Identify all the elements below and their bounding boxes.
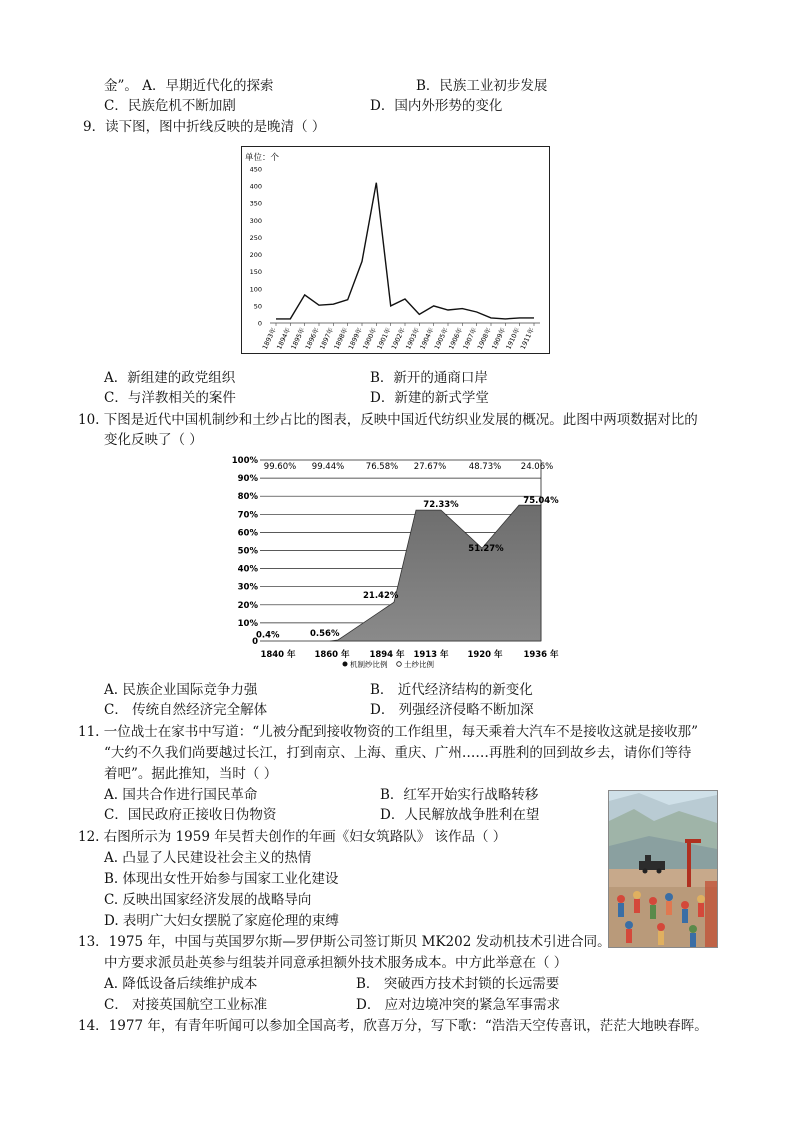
q9-x-tick-label: 1906年 [447,326,465,351]
q9-x-tick-label: 1905年 [432,326,450,351]
q9-x-tick-label: 1901年 [375,326,393,351]
q10-y-tick-label: 100% [231,456,258,466]
q9-x-tick-label: 1895年 [289,326,307,351]
q10-chart-svg [228,452,564,670]
q13-option-c: C． 对接英国航空工业标准 [104,997,268,1013]
q10-area-chart [228,452,564,670]
q10-point-label: 51.27% [468,544,504,555]
q11-stem-2: “大约不久我们尚要越过长江，打到南京、上海、重庆、广州……再胜利的回到故乡去，请你们等待 [104,745,692,761]
q8-option-c: C．民族危机不断加剧 [104,98,236,114]
q9-x-tick-label: 1904年 [418,326,436,351]
q10-y-tick-label: 60% [237,528,258,539]
q10-point-label: 72.33% [423,500,459,511]
q10-option-a: A. 民族企业国际竞争力强 [104,682,258,698]
q10-x-tick-label: 1860 年 [314,650,350,660]
q10-top-label: 27.67% [413,462,447,472]
q10-point-label: 75.04% [523,496,559,507]
q9-line-chart [241,146,550,354]
q12-option-b: B. 体现出女性开始参与国家工业化建设 [104,871,339,887]
q10-option-d: D． 列强经济侵略不断加深 [370,702,534,718]
q14-stem: 14．1977 年，有青年听闻可以参加全国高考，欣喜万分，写下歌：“浩浩天空传喜讯，茫茫大地映春晖。 [78,1018,708,1034]
q10-stem-2: 变化反映了（ ） [104,432,203,448]
q9-x-tick-label: 1907年 [461,326,479,351]
legend-marker-hollow [397,662,402,667]
q9-y-tick-label: 100 [249,285,262,294]
q9-x-tick-label: 1898年 [332,326,350,351]
q10-x-tick-label: 1936 年 [523,650,559,660]
q10-y-tick-label: 30% [237,582,258,593]
q10-y-tick-label: 40% [237,564,258,575]
q9-x-tick-label: 1903年 [404,326,422,351]
legend-native-yarn: 土纱比例 [404,660,434,669]
q9-x-tick-label: 1911年 [518,326,536,351]
q10-top-label: 24.06% [520,462,554,472]
q9-stem: 9．读下图，图中折线反映的是晚清（ ） [83,119,326,135]
q9-option-d: D．新建的新式学堂 [370,390,489,406]
q10-y-tick-label: 20% [237,600,258,611]
q10-y-tick-label: 90% [237,474,258,485]
q9-series-line [276,183,534,319]
q9-x-tick-label: 1910年 [504,326,522,351]
women-road-team-painting [608,790,718,948]
q10-y-tick-label: 0 [252,637,258,647]
q9-option-c: C．与洋教相关的案件 [104,390,236,406]
q9-x-tick-label: 1896年 [303,326,321,351]
q9-y-tick-label: 0 [257,319,262,328]
q10-machine-yarn-area [330,505,541,641]
q10-top-label: 76.58% [365,462,399,472]
q12-stem: 12. 右图所示为 1959 年吴哲夫创作的年画《妇女筑路队》 该作品（ ） [78,829,507,845]
q9-y-tick-label: 50 [253,302,262,311]
q11-option-c: C．国民政府正接收日伪物资 [104,807,277,823]
q9-x-tick-label: 1899年 [346,326,364,351]
q10-stem-1: 10. 下图是近代中国机制纱和土纱占比的图表，反映中国近代纺织业发展的概况。此图中两项数据对比的 [78,412,698,428]
q9-x-tick-label: 1900年 [361,326,379,351]
q10-y-tick-label: 80% [237,492,258,503]
q12-option-d: D. 表明广大妇女摆脱了家庭伦理的束缚 [104,913,339,929]
q9-y-tick-label: 300 [249,216,262,225]
q10-option-b: B． 近代经济结构的新变化 [370,682,533,698]
q10-legend [343,659,435,669]
q11-stem-3: 着吧”。据此推知，当时（ ） [104,766,278,782]
q9-x-tick-label: 1897年 [318,326,336,351]
q9-y-tick-label: 250 [249,233,262,242]
q10-top-label: 99.60% [263,462,297,472]
q13-option-b: B． 突破西方技术封锁的长远需要 [356,976,560,992]
q9-y-tick-label: 450 [249,165,262,174]
q9-y-tick-label: 400 [249,182,262,191]
q9-x-tick-label: 1909年 [490,326,508,351]
q13-stem-2: 中方要求派员赴英参与组装并同意承担额外技术服务成本。中方此举意在（ ） [104,955,568,971]
q11-option-b: B．红军开始实行战略转移 [380,787,539,803]
q10-x-tick-label: 1894 年 [369,650,405,660]
q11-stem-1: 11. 一位战士在家书中写道：“儿被分配到接收物资的工作组里，每天乘着大汽车不是接收这就是接收那” [78,724,699,740]
q10-top-label: 99.44% [311,462,345,472]
q8-option-b: B．民族工业初步发展 [416,78,548,94]
q10-option-c: C． 传统自然经济完全解体 [104,702,268,718]
q9-x-tick-label: 1894年 [275,326,293,351]
q8-option-a: 金”。 A．早期近代化的探索 [104,78,274,94]
q11-option-a: A. 国共合作进行国民革命 [104,787,258,803]
q9-y-tick-label: 200 [249,251,262,260]
q10-x-tick-label: 1840 年 [260,650,296,660]
q9-x-tick-label: 1908年 [475,326,493,351]
q9-option-a: A．新组建的政党组织 [104,370,236,386]
q9-y-tick-label: 350 [249,199,262,208]
legend-machine-yarn: 机制纱比例 [350,660,388,669]
q10-x-tick-label: 1920 年 [467,650,503,660]
legend-marker-filled [343,662,348,667]
q10-y-tick-label: 10% [237,618,258,629]
q10-top-label: 48.73% [468,462,502,472]
q9-x-tick-label: 1902年 [389,326,407,351]
q11-option-d: D．人民解放战争胜利在望 [380,807,540,823]
q10-point-label: 0.4% [256,630,280,641]
q10-point-label: 0.56% [310,628,340,639]
q9-unit-label: 单位：个 [245,153,280,163]
q10-x-tick-label: 1913 年 [413,650,449,660]
painting-svg [609,791,717,947]
q10-y-tick-label: 50% [237,546,258,557]
q9-y-tick-label: 150 [249,268,262,277]
q13-stem-1: 13．1975 年，中国与英国罗尔斯—罗伊斯公司签订斯贝 MK202 发动机技术引进合同。 [78,934,611,950]
q10-y-tick-label: 70% [237,510,258,521]
q13-option-d: D． 应对边境冲突的紧急军事需求 [356,997,561,1013]
q13-option-a: A. 降低设备后续维护成本 [104,976,258,992]
q12-option-c: C. 反映出国家经济发展的战略导向 [104,892,312,908]
q9-x-tick-label: 1893年 [260,326,278,351]
q8-option-d: D．国内外形势的变化 [370,98,503,114]
q12-option-a: A. 凸显了人民建设社会主义的热情 [104,850,312,866]
q9-option-b: B．新开的通商口岸 [370,370,488,386]
q10-point-label: 21.42% [363,591,399,602]
q9-chart-svg [242,147,549,353]
